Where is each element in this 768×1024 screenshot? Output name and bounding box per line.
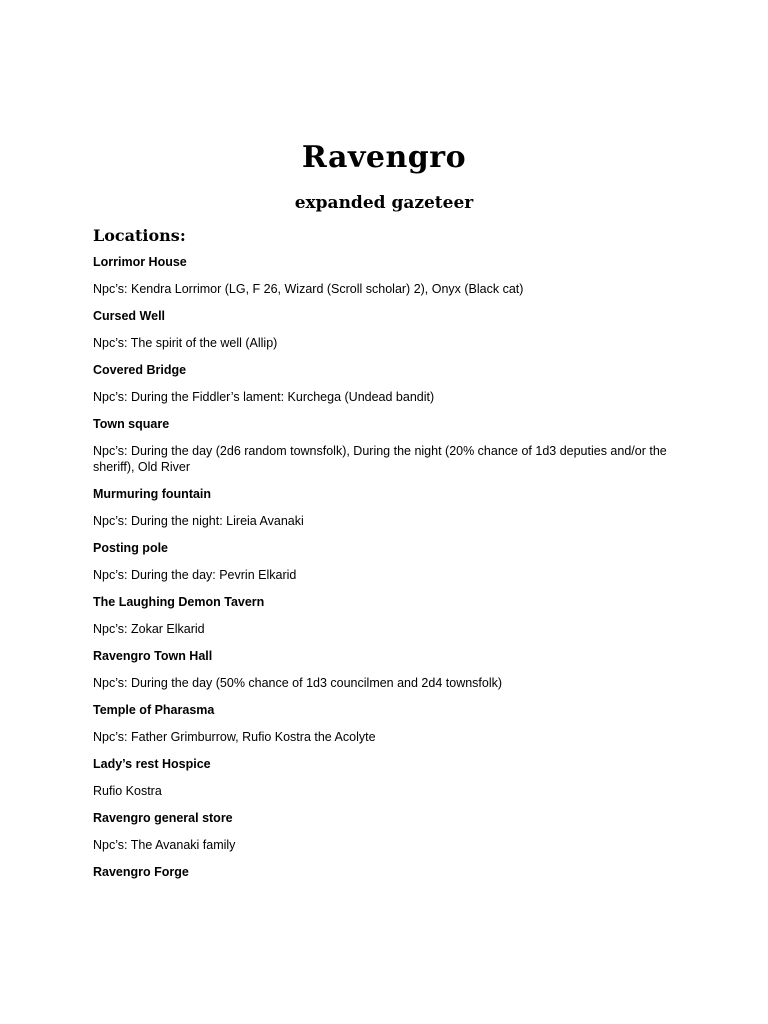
- location-name: Ravengro general store: [93, 811, 233, 825]
- section-heading-locations: Locations:: [93, 226, 186, 245]
- location-name: Ravengro Town Hall: [93, 649, 213, 663]
- location-name: The Laughing Demon Tavern: [93, 595, 265, 609]
- document-subtitle: expanded gazeteer: [294, 193, 474, 213]
- location-name: Lorrimor House: [93, 255, 187, 269]
- location-npcs: Npc’s: The spirit of the well (Allip): [93, 336, 278, 350]
- location-name: Covered Bridge: [93, 363, 187, 377]
- location-npcs: Npc’s: During the day (50% chance of 1d3 councilmen and 2d4 townsfolk): [93, 676, 503, 690]
- location-name: Town square: [93, 417, 170, 431]
- location-npcs: Npc’s: During the night: Lireia Avanaki: [93, 514, 304, 528]
- location-npcs: Rufio Kostra: [93, 784, 162, 798]
- location-npcs: Npc’s: Father Grimburrow, Rufio Kostra the Acolyte: [93, 730, 376, 744]
- location-name: Lady’s rest Hospice: [93, 757, 211, 771]
- location-name: Temple of Pharasma: [93, 703, 215, 717]
- location-name: Posting pole: [93, 541, 168, 555]
- location-npcs: Npc’s: During the day: Pevrin Elkarid: [93, 568, 297, 582]
- location-npcs: Npc’s: During the day (2d6 random townsfolk), During the night (20% chance of 1d3 deputies and/or the sheriff), Old River: [93, 444, 667, 474]
- location-npcs: Npc’s: Zokar Elkarid: [93, 622, 205, 636]
- location-npcs: Npc’s: The Avanaki family: [93, 838, 236, 852]
- location-name: Cursed Well: [93, 309, 166, 323]
- document-title: Ravengro: [301, 140, 467, 175]
- location-name: Murmuring fountain: [93, 487, 212, 501]
- location-npcs: Npc’s: During the Fiddler’s lament: Kurchega (Undead bandit): [93, 390, 435, 404]
- location-name: Ravengro Forge: [93, 865, 189, 879]
- location-npcs: Npc’s: Kendra Lorrimor (LG, F 26, Wizard (Scroll scholar) 2), Onyx (Black cat): [93, 282, 524, 296]
- locations-list: [93, 254, 683, 891]
